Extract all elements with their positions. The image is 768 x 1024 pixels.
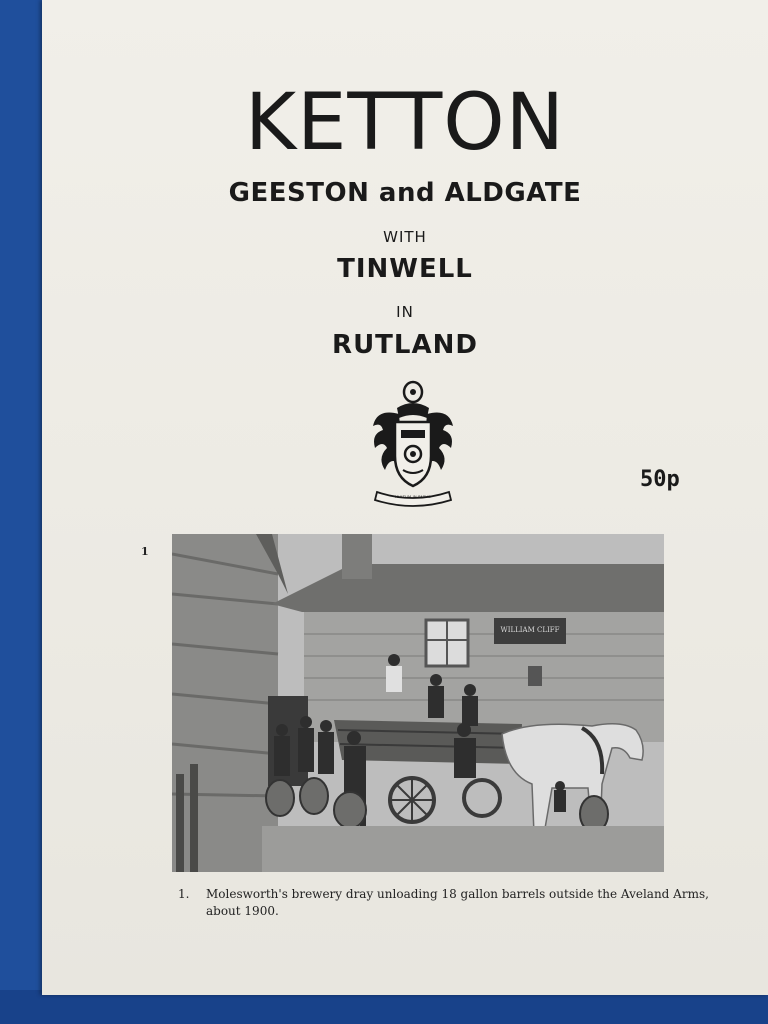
blue-cloth-background bbox=[0, 990, 768, 1024]
crest-motto: MULTUM IN PARVO bbox=[394, 495, 432, 499]
title-ketton: KETTON bbox=[244, 78, 566, 168]
figure-number: 1 bbox=[141, 545, 149, 558]
subtitle-geeston-aldgate: GEESTON and ALDGATE bbox=[228, 178, 582, 208]
booklet-cover bbox=[42, 0, 768, 995]
county-rutland: RUTLAND bbox=[332, 330, 478, 360]
brewery-dray-photo bbox=[172, 534, 664, 872]
place-tinwell: TINWELL bbox=[337, 254, 473, 284]
price-label: 50p bbox=[640, 467, 680, 492]
rutland-crest-icon bbox=[367, 378, 459, 510]
connector-with: WITH bbox=[383, 228, 427, 246]
caption-text: Molesworth's brewery dray unloading 18 gallon barrels outside the Aveland Arms, about 1900. bbox=[206, 887, 709, 918]
pub-sign-text: WILLIAM CLIFF bbox=[500, 626, 560, 634]
caption-number: 1. bbox=[178, 887, 190, 901]
connector-in: IN bbox=[396, 303, 414, 321]
